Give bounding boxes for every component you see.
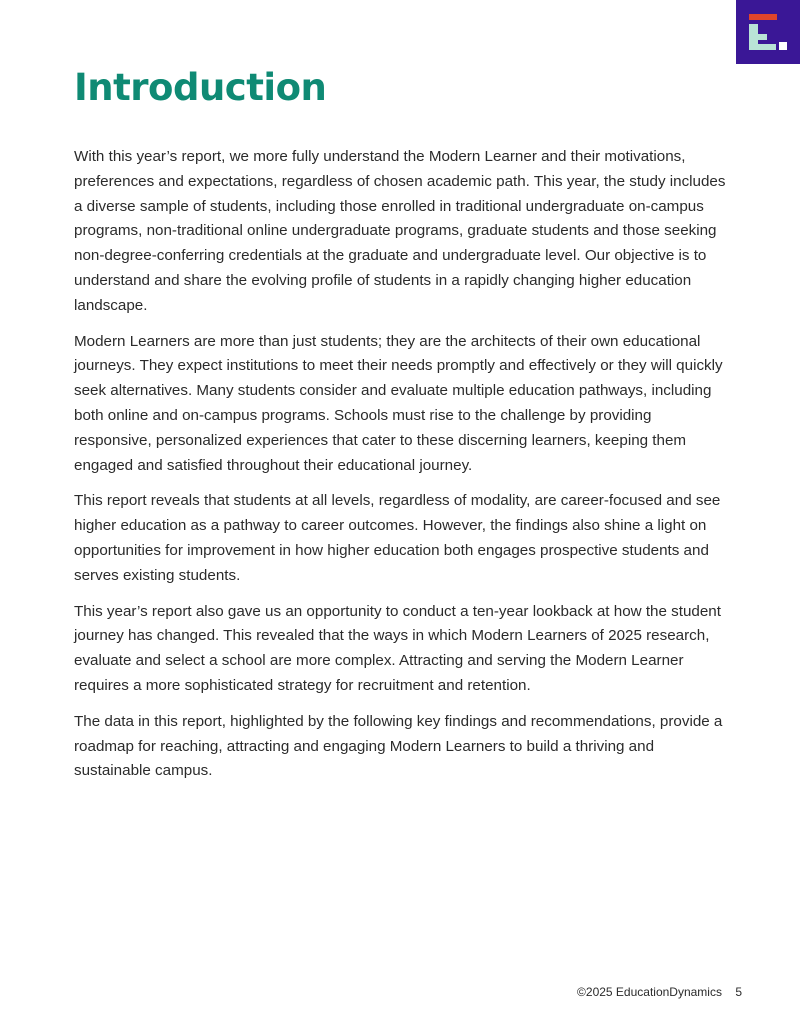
logo-dot xyxy=(779,42,787,50)
copyright-text: ©2025 EducationDynamics xyxy=(577,985,722,999)
body-text xyxy=(74,145,726,795)
paragraph-5: The data in this report, highlighted by the following key findings and recommendations, provide a roadmap for reaching, attracting and engaging Modern Learners to build a thriving and sustainable campus. xyxy=(74,712,723,780)
logo-e-middle-bar xyxy=(749,34,767,40)
page-footer xyxy=(577,985,742,999)
page-number: 5 xyxy=(735,985,742,999)
logo-e-bottom-bar xyxy=(749,44,776,50)
paragraph-1: With this year’s report, we more fully understand the Modern Learner and their motivations, preferences and expectations, regardless of chosen academic path. This year, the study includes a diverse sample of students, including those enrolled in traditional undergraduate on-campus programs, non-traditional online undergraduate programs, graduate students and those seeking non-degree-conferring credentials at the graduate and undergraduate level. Our objective is to understand and share the evolving profile of students in a rapidly changing higher education landscape. xyxy=(74,148,726,314)
education-dynamics-logo-icon xyxy=(736,0,800,64)
paragraph-2: Modern Learners are more than just students; they are the architects of their own educational journeys. They expect institutions to meet their needs promptly and effectively or they will quickly seek alternatives. Many students consider and evaluate multiple education pathways, including both online and on-campus programs. Schools must rise to the challenge by providing responsive, personalized experiences that cater to these discerning learners, keeping them engaged and satisfied throughout their educational journey. xyxy=(74,332,723,474)
paragraph-3: This report reveals that students at all levels, regardless of modality, are career-focused and see higher education as a pathway to career outcomes. However, the findings also shine a light on opportunities for improvement in how higher education both engages prospective students and serves existing students. xyxy=(74,492,721,584)
page-title: Introduction xyxy=(74,66,327,109)
logo-red-bar xyxy=(749,14,777,20)
paragraph-4: This year’s report also gave us an opportunity to conduct a ten-year lookback at how the student journey has changed. This revealed that the ways in which Modern Learners of 2025 research, evaluate and select a school are more complex. Attracting and serving the Modern Learner requires a more sophisticated strategy for recruitment and retention. xyxy=(74,602,721,694)
